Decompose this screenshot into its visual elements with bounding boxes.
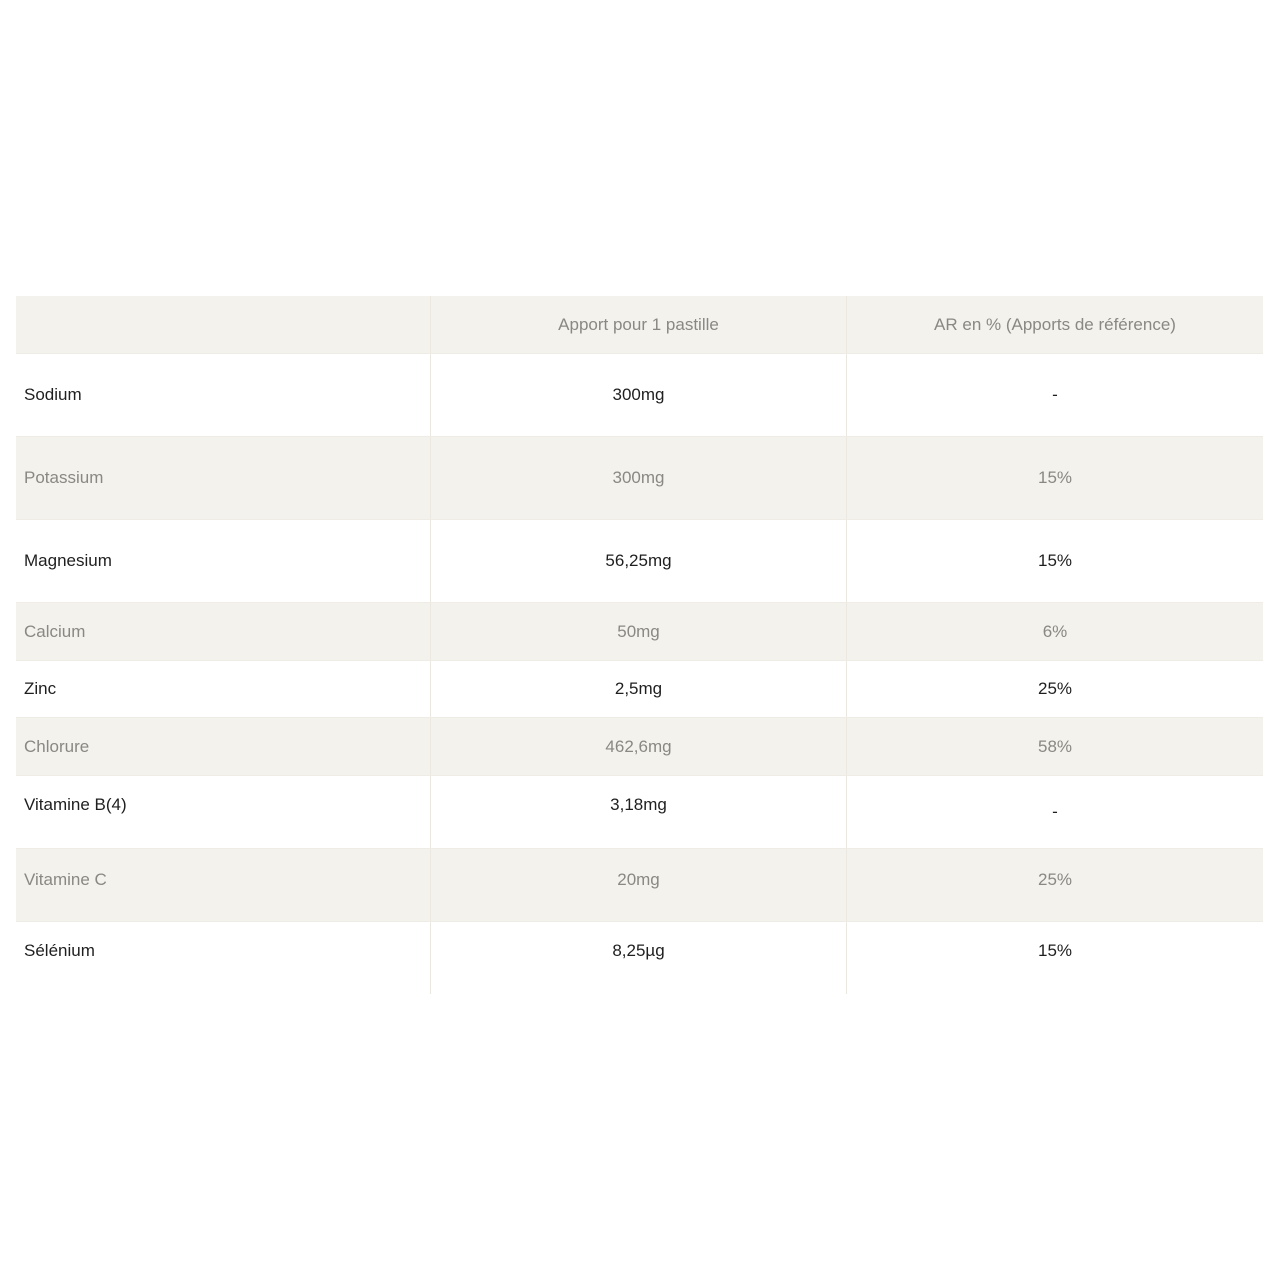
- nutrient-amount: 50mg: [431, 603, 847, 660]
- nutrient-name: Magnesium: [16, 520, 431, 602]
- nutrient-ar: 15%: [1037, 941, 1073, 960]
- table-row: [16, 849, 1263, 922]
- nutrient-name: Sélénium: [16, 922, 431, 994]
- nutrient-name: Zinc: [16, 661, 431, 717]
- nutrient-amount: 300mg: [431, 354, 847, 436]
- nutrient-name: Vitamine B(4): [16, 776, 431, 848]
- nutrient-amount: 3,18mg: [431, 776, 847, 848]
- nutrient-amount: 2,5mg: [431, 661, 847, 717]
- nutrition-table: [16, 296, 1263, 994]
- nutrient-amount: 300mg: [431, 437, 847, 519]
- header-ar: AR en % (Apports de référence): [934, 315, 1176, 334]
- table-row: [16, 922, 1263, 994]
- nutrient-ar: -: [1052, 802, 1058, 821]
- table-row: [16, 354, 1263, 437]
- nutrient-amount: 8,25µg: [431, 922, 847, 994]
- nutrient-amount: 462,6mg: [431, 718, 847, 775]
- nutrient-name: Calcium: [16, 603, 431, 660]
- nutrient-ar: 25%: [1037, 679, 1073, 698]
- header-amount: Apport pour 1 pastille: [431, 296, 847, 353]
- nutrient-name: Vitamine C: [16, 849, 431, 921]
- nutrient-name: Chlorure: [16, 718, 431, 775]
- nutrient-name: Potassium: [16, 437, 431, 519]
- table-row: [16, 520, 1263, 603]
- table-row: [16, 718, 1263, 776]
- nutrient-ar: 58%: [1037, 737, 1073, 756]
- nutrient-name: Sodium: [16, 354, 431, 436]
- nutrient-ar: -: [1052, 385, 1058, 404]
- nutrient-amount: 20mg: [431, 849, 847, 921]
- table-row: [16, 776, 1263, 849]
- table-row: [16, 437, 1263, 520]
- header-nutrient: [16, 296, 431, 353]
- nutrient-ar: 15%: [1037, 468, 1073, 487]
- nutrient-ar: 6%: [1042, 622, 1068, 641]
- nutrient-amount: 56,25mg: [431, 520, 847, 602]
- table-row: [16, 661, 1263, 718]
- table-header-row: [16, 296, 1263, 354]
- nutrient-ar: 25%: [1037, 870, 1073, 889]
- table-row: [16, 603, 1263, 661]
- nutrient-ar: 15%: [1037, 551, 1073, 570]
